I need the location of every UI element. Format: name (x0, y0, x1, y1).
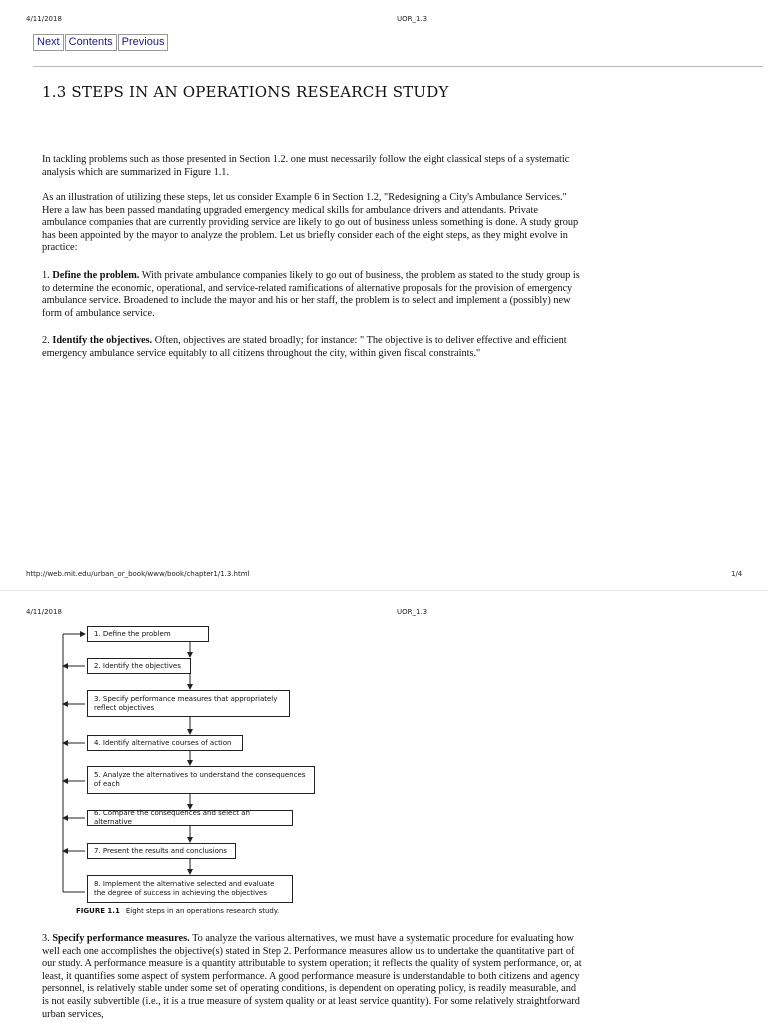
next-link[interactable]: Next (33, 34, 64, 51)
print-doc-title-page2: UOR_1.3 (397, 608, 428, 616)
print-doc-title: UOR_1.3 (397, 15, 428, 23)
figure-caption-text: Eight steps in an operations research study. (125, 907, 280, 915)
flowchart-step-7: 7. Present the results and conclusions (87, 843, 236, 859)
step1-heading: Define the problem. (52, 270, 140, 281)
print-date-page2: 4/11/2018 (26, 608, 62, 616)
previous-link[interactable]: Previous (118, 34, 169, 51)
step2-number: 2. (42, 335, 50, 346)
page-url: http://web.mit.edu/urban_or_book/www/book/chapter1/1.3.html (26, 570, 250, 578)
flowchart-step-8: 8. Implement the alternative selected and evaluate the degree of success in achieving the objectives (87, 875, 293, 903)
flowchart-step-1: 1. Define the problem (87, 626, 209, 642)
intro-paragraph: In tackling problems such as those presented in Section 1.2. one must necessarily follow the eight classical steps of a systematic analysis which are summarized in Figure 1.1. (42, 154, 570, 178)
step1-number: 1. (42, 270, 50, 281)
flowchart-step-5: 5. Analyze the alternatives to understand the consequences of each (87, 766, 315, 794)
step2-text: Often, objectives are stated broadly; for instance: " The objective is to deliver effective and efficient emergency ambulance service equitably to all citizens throughout the city, within given fiscal constraints." (42, 335, 567, 359)
flowchart-step-3: 3. Specify performance measures that appropriately reflect objectives (87, 690, 290, 717)
step3-paragraph (42, 933, 582, 1021)
figure-caption-label: FIGURE 1.1 (76, 907, 120, 915)
section-title: 1.3 STEPS IN AN OPERATIONS RESEARCH STUDY (42, 83, 449, 101)
contents-link[interactable]: Contents (65, 34, 117, 51)
flowchart-step-2: 2. Identify the objectives (87, 658, 191, 674)
flowchart-step-6: 6. Compare the consequences and select an alternative (87, 810, 293, 826)
step2-heading: Identify the objectives. (52, 335, 153, 346)
page-number: 1/4 (731, 570, 743, 578)
step3-number: 3. (42, 933, 50, 944)
step1-text: With private ambulance companies likely to go out of business, the problem as stated to the study group is to determine the economic, operational, and service-related ramifications of alternative proposals for the provision of emergency ambulance service. Broadened to include the mayor and his or her staff, the problem is to select and implement a (possibly) new form of ambulance service. (42, 270, 580, 319)
flowchart-step-4: 4. Identify alternative courses of action (87, 735, 243, 751)
print-date: 4/11/2018 (26, 15, 62, 23)
figure-caption (76, 907, 279, 915)
step3-text: To analyze the various alternatives, we must have a systematic procedure for evaluating how well each one accomplishes the objective(s) stated in Step 2. Performance measures allow us to undertake the quantitative part of our study. A performance measure is a quantity attributable to system operation; it reflects the quality of system performance, or, at least, it quantifies some aspect of system performance. A good performance measure is understandable to both citizens and agency personnel, is relatively stable under some set of operating conditions, is dependent on operating policy, is readily measurable, and is not easily subvertible (i.e., it is a true measure of system quality or at least service quantity). For some relatively straightforward urban services, (42, 933, 582, 1020)
illustration-paragraph: As an illustration of utilizing these steps, let us consider Example 6 in Section 1.2, "Redesigning a City's Ambulance Services." Here a law has been passed mandating upgraded emergency medical skills for ambulance drivers and attendants. Private ambulance companies that are currently providing service are likely to go out of business unless something is done. A study group has been appointed by the mayor to analyze the problem. Let us briefly consider each of the eight steps, as they might evolve in practice: (42, 192, 579, 254)
step3-heading: Specify performance measures. (52, 933, 190, 944)
